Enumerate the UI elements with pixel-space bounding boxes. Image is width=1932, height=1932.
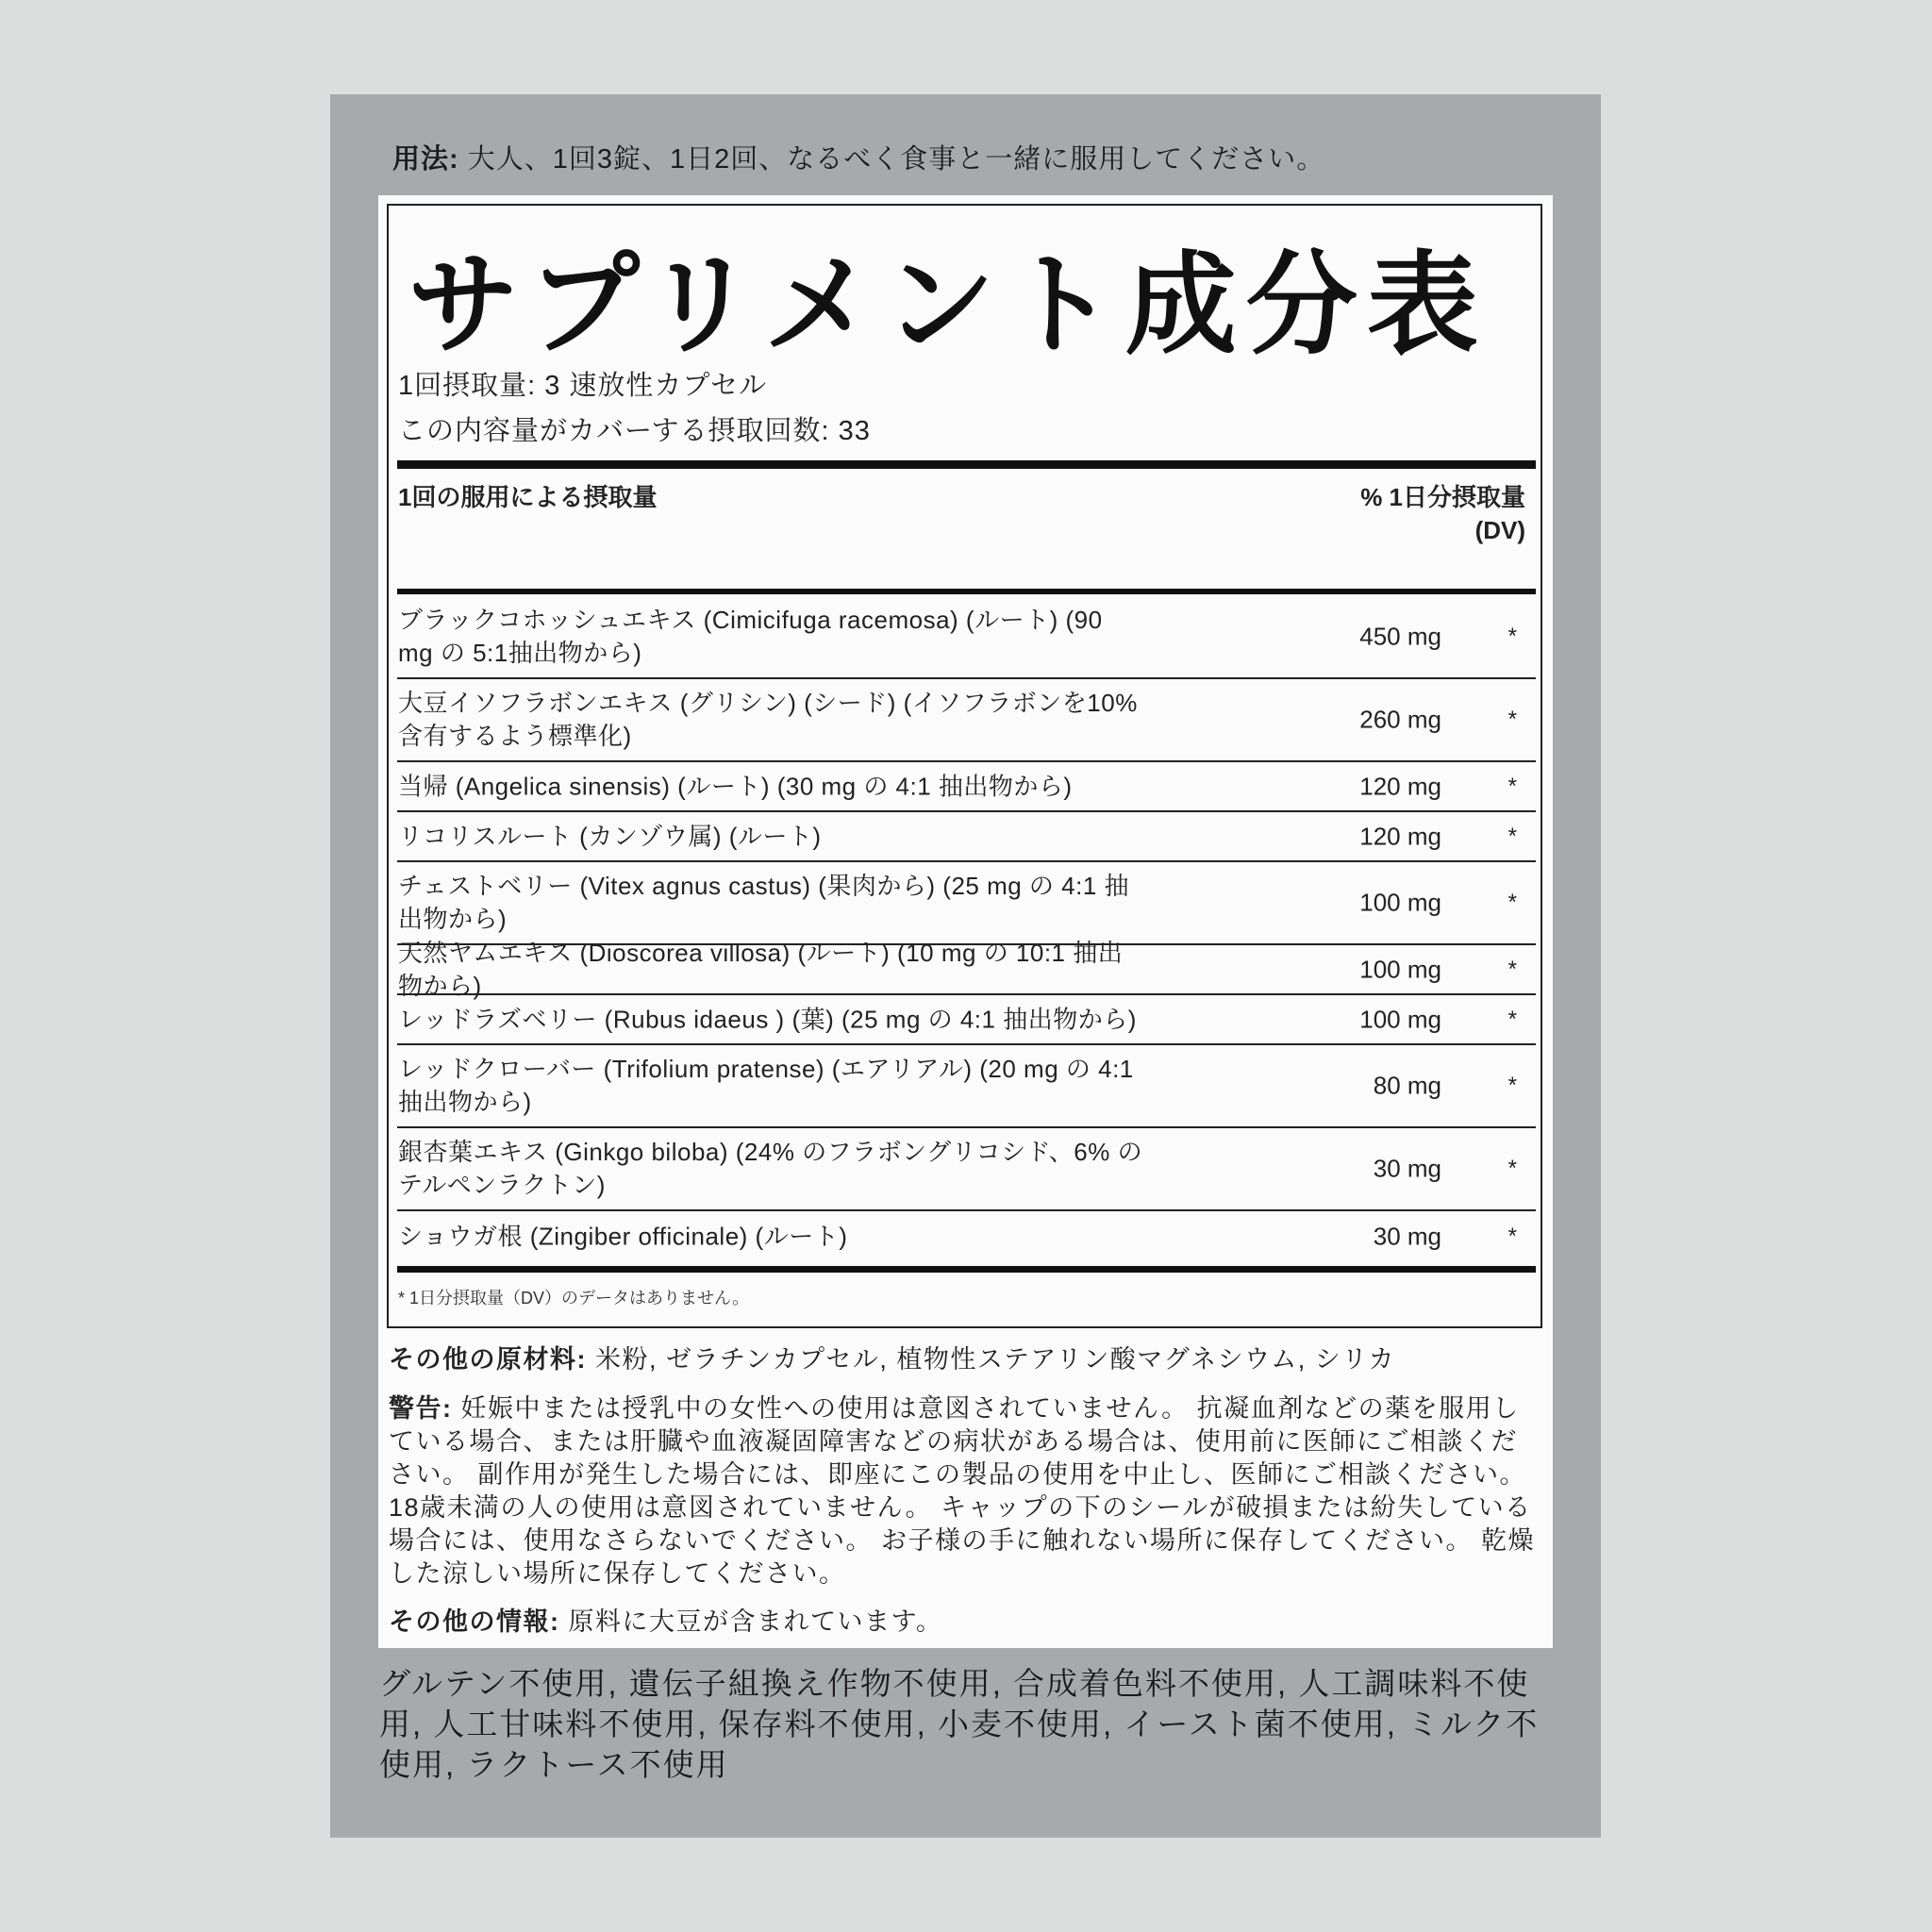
free-from-list: グルテン不使用, 遺伝子組換え作物不使用, 合成着色料不使用, 人工調味料不使用, 人工甘味料不使用, 保存料不使用, 小麦不使用, イースト菌不使用, ミルク不使用, ラクトース不使用 xyxy=(379,1666,1540,1782)
ingredient-row xyxy=(397,679,1536,762)
warning-text: 妊娠中または授乳中の女性への使用は意図されていません。 抗凝血剤などの薬を服用している場合、または肝臓や血液凝固障害などの病状がある場合は、使用前に医師にご相談ください。 副作用が発生した場合には、即座にこの製品の使用を中止し、医師にご相談ください。 18歳未満の人の使用は意図されていません。 キャップの下のシールが破損または紛失している場合には、使用なさらないでください。 お子様の手に触れない場所に保存してください。 乾燥した涼しい場所に保存してください。 xyxy=(389,1394,1536,1588)
ingredient-amount: 100 mg xyxy=(1359,955,1441,983)
servings-per-container: この内容量がカバーする摂取回数: 33 xyxy=(398,416,871,446)
warning-label: 警告: xyxy=(389,1394,453,1423)
serving-size: 1回摂取量: 3 速放性カプセル xyxy=(398,371,768,401)
ingredient-amount: 260 mg xyxy=(1359,705,1441,734)
ingredient-amount: 100 mg xyxy=(1359,1005,1441,1033)
ingredient-name: 大豆イソフラボンエキス (グリシン) (シード) (イソフラボンを10% 含有するよう標準化) xyxy=(398,689,1138,750)
ingredient-name: レッドラズベリー (Rubus idaeus ) (葉) (25 mg の 4:1 抽出物から) xyxy=(398,1005,1137,1033)
facts-title: サプリメント成分表 xyxy=(408,240,1488,370)
supplement-facts-box xyxy=(387,204,1542,1328)
ingredient-name: 当帰 (Angelica sinensis) (ルート) (30 mg の 4:1 抽出物から) xyxy=(398,772,1073,800)
ingredient-dv: * xyxy=(1507,956,1517,982)
ingredient-name: ショウガ根 (Zingiber officinale) (ルート) xyxy=(398,1222,848,1250)
ingredient-row xyxy=(397,762,1536,812)
directions-text: 大人、1回3錠、1日2回、なるべく食事と一緒に服用してください。 xyxy=(458,144,1325,175)
ingredient-amount: 30 mg xyxy=(1373,1154,1441,1183)
ingredient-row xyxy=(397,596,1536,679)
ingredient-amount: 450 mg xyxy=(1359,622,1441,651)
ingredient-row xyxy=(397,1128,1536,1211)
other-info-text: 原料に大豆が含まれています。 xyxy=(559,1607,943,1636)
ingredient-name: リコリスルート (カンゾウ属) (ルート) xyxy=(398,822,822,850)
ingredient-dv: * xyxy=(1507,890,1517,915)
directions-label: 用法: xyxy=(392,144,459,175)
amount-per-serving-header: 1回の服用による摂取量 xyxy=(398,483,658,511)
ingredient-name: ブラックコホッシュエキス (Cimicifuga racemosa) (ルート) (90 mg の 5:1抽出物から) xyxy=(398,606,1103,667)
ingredient-row xyxy=(397,862,1536,945)
directions xyxy=(392,138,1324,176)
other-info-label: その他の情報: xyxy=(389,1607,560,1636)
dv-footnote: * 1日分摂取量（DV）のデータはありません。 xyxy=(398,1289,750,1307)
ingredient-dv: * xyxy=(1507,707,1517,732)
ingredient-row xyxy=(397,1211,1536,1261)
ingredient-row xyxy=(397,1045,1536,1128)
ingredient-amount: 120 mg xyxy=(1359,822,1441,850)
ingredient-name: 銀杏葉エキス (Ginkgo biloba) (24% のフラボングリコシド、6% のテルペンラクトン) xyxy=(398,1138,1143,1199)
ingredient-dv: * xyxy=(1507,1006,1517,1032)
ingredient-dv: * xyxy=(1507,1223,1517,1249)
ingredient-row xyxy=(397,938,1536,1000)
other-ingredients-label: その他の原材料: xyxy=(389,1345,587,1374)
ingredient-row xyxy=(397,995,1536,1045)
ingredient-name: 天然ヤムエキス (Dioscorea villosa) (ルート) (10 mg の 10:1 抽出物から) xyxy=(398,938,1124,1000)
ingredient-name: レッドクローバー (Trifolium pratense) (エアリアル) (20 mg の 4:1 抽出物から) xyxy=(398,1055,1134,1116)
ingredient-dv: * xyxy=(1507,773,1517,799)
warning xyxy=(389,1392,1544,1591)
ingredient-dv: * xyxy=(1507,1073,1517,1098)
ingredient-dv: * xyxy=(1507,1156,1517,1181)
divider-thick-top xyxy=(397,460,1536,469)
ingredient-rows xyxy=(397,596,1536,1261)
divider-header xyxy=(397,589,1536,594)
ingredient-amount: 100 mg xyxy=(1359,888,1441,917)
other-ingredients xyxy=(389,1343,1544,1376)
ingredient-amount: 30 mg xyxy=(1373,1222,1441,1250)
ingredient-amount: 80 mg xyxy=(1373,1071,1441,1100)
ingredient-dv: * xyxy=(1507,624,1517,649)
ingredient-row xyxy=(397,812,1536,862)
daily-value-header: % 1日分摂取量 (DV) xyxy=(1360,483,1525,544)
other-ingredients-text: 米粉, ゼラチンカプセル, 植物性ステアリン酸マグネシウム, シリカ xyxy=(587,1345,1395,1374)
divider-thick-bottom xyxy=(397,1266,1536,1273)
ingredient-name: チェストベリー (Vitex agnus castus) (果肉から) (25 mg の 4:1 抽出物から) xyxy=(398,872,1130,933)
ingredient-dv: * xyxy=(1507,823,1517,849)
other-info xyxy=(389,1606,1544,1639)
ingredient-amount: 120 mg xyxy=(1359,772,1441,800)
